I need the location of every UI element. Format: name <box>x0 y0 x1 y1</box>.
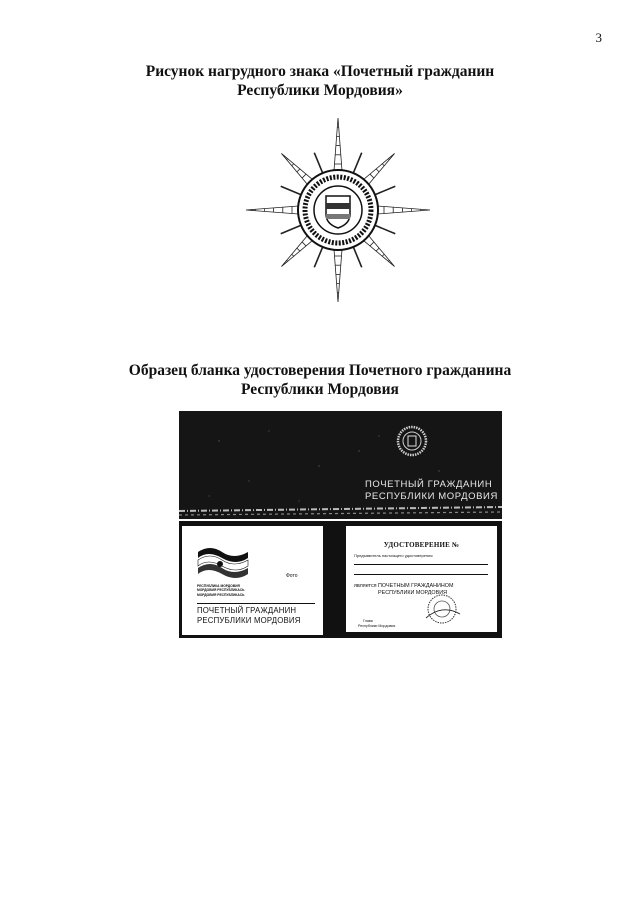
star-minor-ray <box>281 186 303 195</box>
inside-title-line1: ПОЧЕТНЫЙ ГРАЖДАНИН <box>197 606 297 615</box>
certificate-inside <box>179 521 502 638</box>
star-minor-ray <box>373 186 395 195</box>
badge-heading-line2: Республики Мордовия» <box>237 82 403 99</box>
seal-icon <box>422 592 462 626</box>
inside-right-panel <box>346 526 497 632</box>
certificate-number-title: УДОСТОВЕРЕНИЕ № <box>383 541 460 549</box>
certificate-heading-line1: Образец бланка удостоверения Почетного гражданина <box>128 362 512 379</box>
star-minor-ray <box>314 245 323 267</box>
cover-title-line2: РЕСПУБЛИКИ МОРДОВИЯ <box>365 491 498 502</box>
star-minor-ray <box>353 153 362 175</box>
cover-title-line1: ПОЧЕТНЫЙ ГРАЖДАНИН <box>365 479 493 490</box>
bearer-text: Предъявитель настоящего удостоверения <box>354 553 433 558</box>
honorary-line1: является ПОЧЕТНЫМ ГРАЖДАНИНОМ <box>354 583 454 589</box>
inside-title-line2: РЕСПУБЛИКИ МОРДОВИЯ <box>197 616 301 625</box>
star-minor-ray <box>353 245 362 267</box>
org-line2: МОРДОВИЯ РЕСПУБЛИКАСЬ <box>197 588 245 593</box>
star-minor-ray <box>281 225 303 234</box>
cover-emblem-icon <box>398 427 426 455</box>
signature-line1: Глава <box>363 619 373 623</box>
organization-lines <box>197 584 244 597</box>
org-line1: РЕСПУБЛИКА МОРДОВИЯ <box>197 584 240 588</box>
name-line-1 <box>354 564 488 565</box>
page-number: 3 <box>595 30 602 45</box>
signature-line2: Республики Мордовия <box>358 623 396 628</box>
name-line-2 <box>354 574 488 575</box>
org-line3: МОРДОВИЯ РЕСПУБЛИКАСЬ <box>197 592 245 597</box>
signature-block <box>358 619 395 628</box>
star-minor-ray <box>314 153 323 175</box>
badge-shield <box>326 196 350 228</box>
inside-title <box>197 606 301 626</box>
photo-label: Фото <box>286 573 298 579</box>
certificate-cover <box>179 411 502 519</box>
star-minor-ray <box>373 225 395 234</box>
cover-title <box>365 479 498 503</box>
title-divider <box>197 603 315 604</box>
inside-left-panel <box>182 526 323 635</box>
certificate-heading-line2: Республики Мордовия <box>241 381 399 398</box>
honorary-line2: РЕСПУБЛИКИ МОРДОВИЯ <box>378 589 447 596</box>
certificate-heading <box>0 361 640 399</box>
flag-icon <box>196 546 256 586</box>
badge-heading-line1: Рисунок нагрудного знака «Почетный гражданин <box>145 63 495 80</box>
